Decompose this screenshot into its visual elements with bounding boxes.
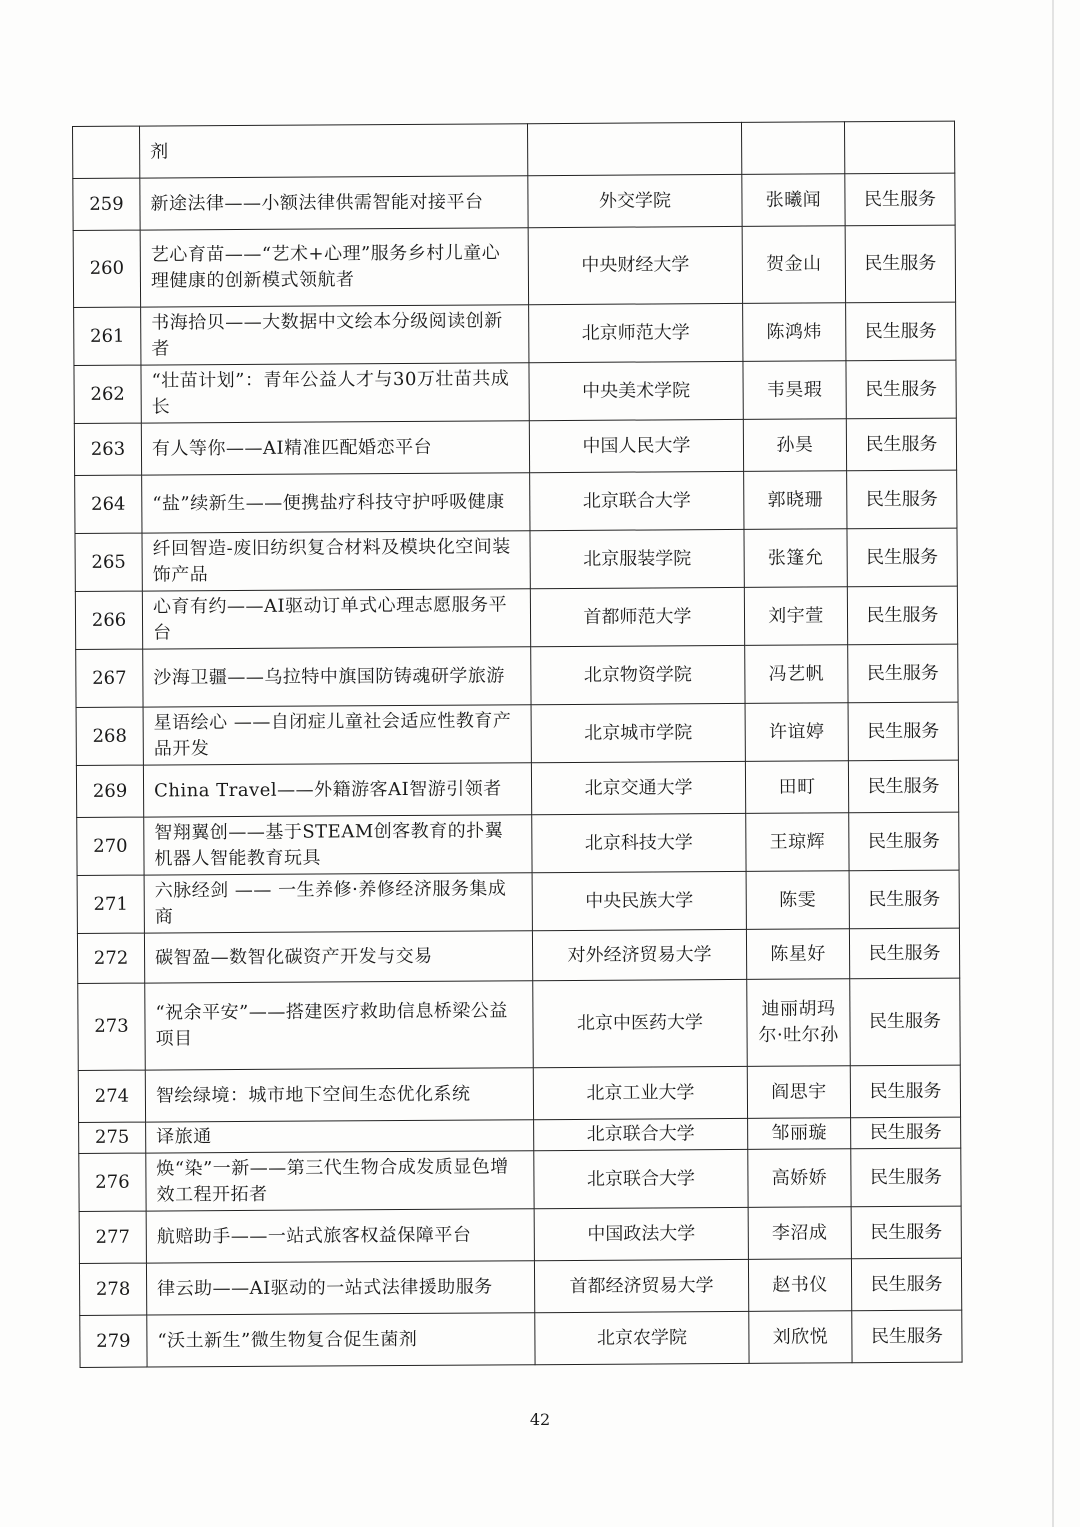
table-row [77, 928, 959, 983]
category-label: 民生服务 [848, 644, 958, 703]
project-name: “祝余平安”——搭建医疗救助信息桥梁公益项目 [145, 981, 534, 1070]
page-number: 42 [529, 1410, 551, 1429]
row-number: 277 [79, 1211, 146, 1263]
category-label: 民生服务 [852, 1310, 962, 1363]
leader-name: 田町 [745, 761, 848, 814]
school-name: 首都师范大学 [530, 587, 744, 646]
school-name: 首都经济贸易大学 [534, 1259, 748, 1312]
leader-name [741, 122, 844, 175]
table-row [77, 812, 959, 875]
category-label: 民生服务 [850, 1065, 960, 1118]
leader-name: 刘欣悦 [749, 1311, 852, 1364]
project-name: 六脉经剑 —— 一生养修·养修经济服务集成商 [144, 873, 532, 933]
table-row [76, 702, 958, 765]
table-row [76, 760, 958, 817]
table-row [74, 302, 956, 365]
leader-name: 王琼辉 [746, 813, 849, 872]
row-number: 276 [79, 1153, 146, 1211]
row-number: 264 [75, 475, 142, 533]
category-label: 民生服务 [851, 1206, 961, 1259]
category-label: 民生服务 [848, 702, 958, 761]
school-name: 北京城市学院 [531, 703, 745, 762]
table-row [76, 644, 958, 707]
school-name: 中国政法大学 [534, 1207, 748, 1260]
row-number: 266 [75, 591, 142, 649]
category-label: 民生服务 [845, 173, 955, 226]
category-label: 民生服务 [846, 418, 956, 471]
project-name: China Travel——外籍游客AI智游引领者 [143, 763, 531, 817]
category-label: 民生服务 [851, 1117, 961, 1149]
category-label: 民生服务 [847, 470, 957, 529]
leader-name: 贺金山 [742, 226, 845, 304]
project-name: 焕“染”一新——第三代生物合成发质显色增效工程开拓者 [146, 1151, 534, 1211]
table-row [79, 1148, 961, 1211]
leader-name: 刘宇萱 [744, 587, 847, 646]
leader-name: 迪丽胡玛尔·吐尔孙 [747, 979, 851, 1067]
row-number: 260 [73, 230, 140, 307]
school-name: 北京联合大学 [530, 471, 744, 530]
row-number: 267 [76, 649, 143, 707]
project-name: 律云助——AI驱动的一站式法律援助服务 [146, 1261, 534, 1315]
row-number: 275 [79, 1122, 146, 1153]
category-label: 民生服务 [851, 1258, 961, 1311]
project-name: 智翔翼创——基于STEAM创客教育的扑翼机器人智能教育玩具 [144, 815, 532, 875]
school-name: 中国人民大学 [529, 419, 743, 472]
leader-name: 李沼成 [748, 1207, 851, 1260]
leader-name: 陈星好 [746, 929, 849, 980]
leader-name: 高娇娇 [748, 1149, 851, 1208]
table-row [77, 870, 959, 933]
project-name: 碳智盈—数智化碳资产开发与交易 [144, 931, 532, 983]
row-number: 268 [76, 707, 143, 765]
scan-edge-shadow [1052, 0, 1054, 1527]
leader-name: 张篷允 [744, 529, 847, 588]
school-name: 北京物资学院 [531, 645, 745, 704]
row-number [73, 126, 140, 178]
leader-name: 邹丽璇 [748, 1118, 851, 1150]
leader-name: 赵书仪 [748, 1259, 851, 1312]
row-number: 263 [74, 423, 141, 475]
project-table-body [73, 121, 963, 1367]
project-name: 智绘绿境：城市地下空间生态优化系统 [145, 1068, 533, 1122]
row-number: 265 [75, 533, 142, 591]
category-label: 民生服务 [846, 360, 956, 419]
table-row [78, 978, 961, 1070]
project-table [72, 121, 963, 1368]
leader-name: 冯艺帆 [745, 645, 848, 704]
school-name: 北京交通大学 [531, 761, 745, 814]
row-number: 269 [76, 765, 143, 817]
table-row [79, 1258, 961, 1315]
school-name: 北京服装学院 [530, 529, 744, 588]
category-label [844, 121, 954, 174]
leader-name: 许谊婷 [745, 703, 848, 762]
category-label: 民生服务 [849, 928, 959, 979]
school-name: 对外经济贸易大学 [532, 929, 746, 980]
project-name: “盐”续新生——便携盐疗科技守护呼吸健康 [142, 473, 530, 533]
table-row [80, 1310, 962, 1367]
project-name: 有人等你——AI精准匹配婚恋平台 [141, 421, 529, 475]
category-label: 民生服务 [851, 1148, 961, 1207]
project-name: 新途法律——小额法律供需智能对接平台 [140, 176, 528, 230]
school-name: 北京科技大学 [532, 813, 746, 872]
category-label: 民生服务 [850, 978, 961, 1066]
table-row [75, 586, 957, 649]
leader-name: 陈雯 [746, 871, 849, 930]
leader-name: 陈鸿炜 [743, 303, 846, 362]
table-row [75, 528, 957, 591]
leader-name: 郭晓珊 [744, 471, 847, 530]
row-number: 279 [80, 1315, 147, 1367]
school-name: 中央美术学院 [529, 361, 743, 420]
school-name [527, 122, 741, 175]
table-row [74, 418, 956, 475]
project-name: 航赔助手——一站式旅客权益保障平台 [146, 1209, 534, 1263]
school-name: 中央财经大学 [528, 226, 742, 304]
project-name: 艺心育苗——“艺术+心理”服务乡村儿童心理健康的创新模式领航者 [140, 228, 528, 307]
school-name: 北京农学院 [535, 1311, 749, 1364]
table-row [78, 1065, 960, 1122]
table-row [75, 470, 957, 533]
category-label: 民生服务 [849, 870, 959, 929]
leader-name: 孙昊 [743, 419, 846, 472]
table-row [79, 1206, 961, 1263]
school-name: 中央民族大学 [532, 871, 746, 930]
row-number: 278 [79, 1263, 146, 1315]
school-name: 外交学院 [528, 174, 742, 227]
table-row [73, 173, 955, 230]
row-number: 262 [74, 365, 141, 423]
table-row [73, 121, 955, 178]
leader-name: 张曦闻 [742, 174, 845, 227]
row-number: 270 [77, 817, 144, 875]
school-name: 北京联合大学 [534, 1118, 748, 1150]
table-row [73, 225, 955, 307]
school-name: 北京中医药大学 [533, 979, 748, 1067]
category-label: 民生服务 [847, 528, 957, 587]
school-name: 北京师范大学 [529, 303, 743, 362]
school-name: 北京联合大学 [534, 1149, 748, 1208]
project-name: 书海拾贝——大数据中文绘本分级阅读创新者 [141, 305, 529, 365]
category-label: 民生服务 [845, 225, 955, 303]
project-name: 译旅通 [146, 1120, 534, 1153]
project-name: 星语绘心 ——自闭症儿童社会适应性教育产品开发 [143, 705, 531, 765]
project-name: 沙海卫疆——乌拉特中旗国防铸魂研学旅游 [143, 647, 531, 707]
project-name: 纤回智造-废旧纺织复合材料及模块化空间装饰产品 [142, 531, 530, 591]
row-number: 274 [78, 1070, 145, 1122]
row-number: 271 [77, 875, 144, 933]
category-label: 民生服务 [848, 760, 958, 813]
table-row [74, 360, 956, 423]
project-name: 剂 [140, 124, 528, 178]
school-name: 北京工业大学 [533, 1066, 747, 1119]
row-number: 261 [74, 307, 141, 365]
project-name: 心育有约——AI驱动订单式心理志愿服务平台 [142, 589, 530, 649]
leader-name: 韦昊瑕 [743, 361, 846, 420]
row-number: 272 [77, 933, 144, 983]
category-label: 民生服务 [849, 812, 959, 871]
category-label: 民生服务 [846, 302, 956, 361]
leader-name: 阎思宇 [747, 1066, 850, 1119]
row-number: 259 [73, 178, 140, 230]
row-number: 273 [78, 983, 146, 1070]
project-name: “沃土新生”微生物复合促生菌剂 [147, 1313, 535, 1367]
project-name: “壮苗计划”：青年公益人才与30万壮苗共成长 [141, 363, 529, 423]
category-label: 民生服务 [847, 586, 957, 645]
